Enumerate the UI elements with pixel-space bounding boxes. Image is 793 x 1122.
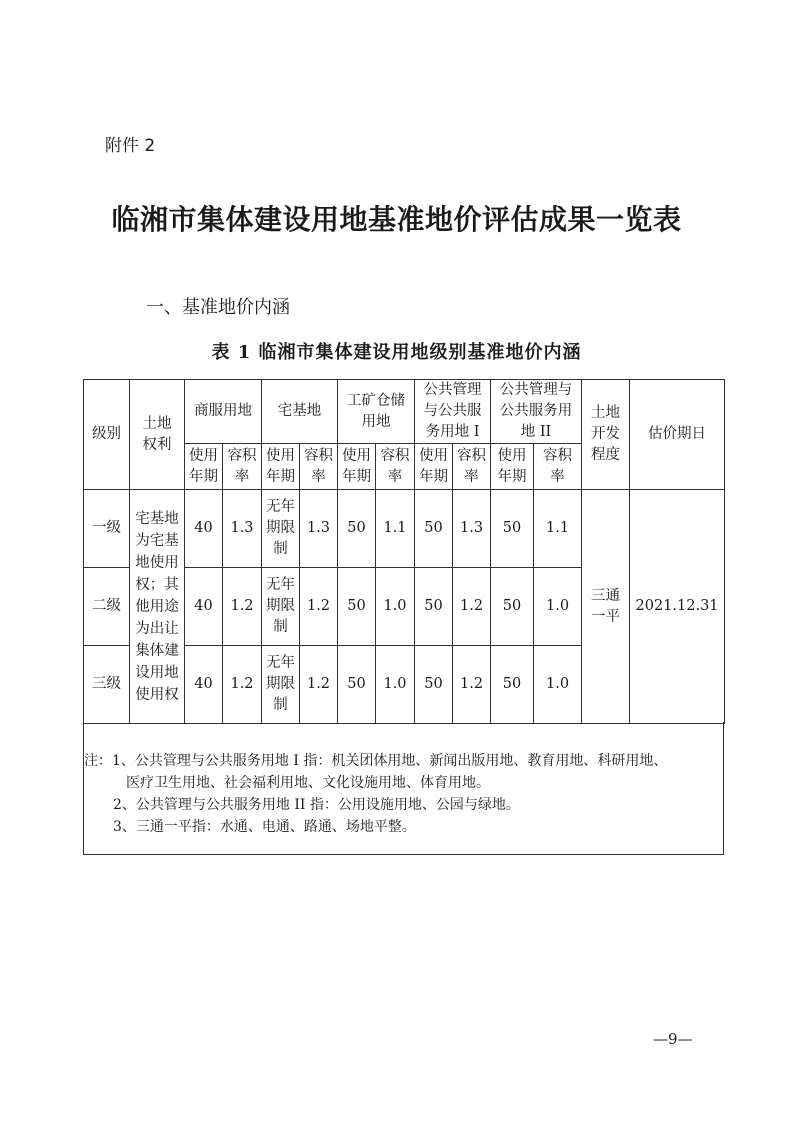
land-right-cell: 宅基地为宅基地使用权；其他用途为出让集体建设用地使用权 xyxy=(130,490,185,724)
residential-years-cell: 无年期限制 xyxy=(262,568,300,646)
header-valuation-date: 估价期日 xyxy=(630,380,725,490)
industrial-years-cell: 50 xyxy=(338,568,376,646)
header-land-right: 土地权利 xyxy=(130,380,185,490)
public2-ratio-cell: 1.1 xyxy=(534,490,582,568)
note-1-continued: 医疗卫生用地、社会福利用地、文化设施用地、体育用地。 xyxy=(126,775,490,791)
industrial-years-cell: 50 xyxy=(338,646,376,724)
grade-cell: 二级 xyxy=(84,568,130,646)
public2-ratio-cell: 1.0 xyxy=(534,568,582,646)
header-use-years: 使用年期 xyxy=(338,444,376,490)
header-plot-ratio: 容积率 xyxy=(453,444,491,490)
note-1: 注：1、公共管理与公共服务用地 I 指：机关团体用地、新闻出版用地、教育用地、科研用地、 xyxy=(84,753,668,769)
valuation-date-cell: 2021.12.31 xyxy=(630,490,725,724)
commercial-ratio-cell: 1.2 xyxy=(223,568,262,646)
commercial-ratio-cell: 1.3 xyxy=(223,490,262,568)
commercial-years-cell: 40 xyxy=(185,646,223,724)
public1-years-cell: 50 xyxy=(415,646,453,724)
industrial-ratio-cell: 1.1 xyxy=(376,490,415,568)
commercial-years-cell: 40 xyxy=(185,490,223,568)
public1-ratio-cell: 1.2 xyxy=(453,646,491,724)
public2-years-cell: 50 xyxy=(491,568,534,646)
residential-years-cell: 无年期限制 xyxy=(262,646,300,724)
industrial-ratio-cell: 1.0 xyxy=(376,568,415,646)
header-commercial: 商服用地 xyxy=(185,380,262,444)
header-plot-ratio: 容积率 xyxy=(376,444,415,490)
public1-years-cell: 50 xyxy=(415,490,453,568)
header-use-years: 使用年期 xyxy=(415,444,453,490)
development-cell: 三通一平 xyxy=(582,490,630,724)
table-row xyxy=(84,490,725,568)
header-plot-ratio: 容积率 xyxy=(534,444,582,490)
page-number: —9— xyxy=(653,1030,693,1048)
grade-cell: 三级 xyxy=(84,646,130,724)
section-heading: 一、基准地价内涵 xyxy=(146,297,290,318)
header-plot-ratio: 容积率 xyxy=(223,444,262,490)
residential-ratio-cell: 1.2 xyxy=(300,646,338,724)
residential-ratio-cell: 1.3 xyxy=(300,490,338,568)
public1-years-cell: 50 xyxy=(415,568,453,646)
table-caption: 表 1 临湘市集体建设用地级别基准地价内涵 xyxy=(211,342,582,363)
industrial-years-cell: 50 xyxy=(338,490,376,568)
document-title: 临湘市集体建设用地基准地价评估成果一览表 xyxy=(111,203,682,236)
public2-ratio-cell: 1.0 xyxy=(534,646,582,724)
header-residential: 宅基地 xyxy=(262,380,338,444)
industrial-ratio-cell: 1.0 xyxy=(376,646,415,724)
header-use-years: 使用年期 xyxy=(491,444,534,490)
header-grade: 级别 xyxy=(84,380,130,490)
attachment-label: 附件 2 xyxy=(105,136,156,156)
residential-ratio-cell: 1.2 xyxy=(300,568,338,646)
header-plot-ratio: 容积率 xyxy=(300,444,338,490)
public2-years-cell: 50 xyxy=(491,646,534,724)
residential-years-cell: 无年期限制 xyxy=(262,490,300,568)
public1-ratio-cell: 1.3 xyxy=(453,490,491,568)
land-price-table xyxy=(83,379,725,724)
grade-cell: 一级 xyxy=(84,490,130,568)
header-use-years: 使用年期 xyxy=(262,444,300,490)
commercial-years-cell: 40 xyxy=(185,568,223,646)
header-development: 土地开发程度 xyxy=(582,380,630,490)
notes-box xyxy=(83,722,724,855)
header-public2: 公共管理与公共服务用地 II xyxy=(491,380,582,444)
header-row-1 xyxy=(84,380,725,444)
header-use-years: 使用年期 xyxy=(185,444,223,490)
note-2: 2、公共管理与公共服务用地 II 指：公用设施用地、公园与绿地。 xyxy=(113,797,520,813)
header-public1: 公共管理与公共服务用地 I xyxy=(415,380,491,444)
note-3: 3、三通一平指：水通、电通、路通、场地平整。 xyxy=(113,819,416,835)
public1-ratio-cell: 1.2 xyxy=(453,568,491,646)
public2-years-cell: 50 xyxy=(491,490,534,568)
header-industrial: 工矿仓储用地 xyxy=(338,380,415,444)
commercial-ratio-cell: 1.2 xyxy=(223,646,262,724)
